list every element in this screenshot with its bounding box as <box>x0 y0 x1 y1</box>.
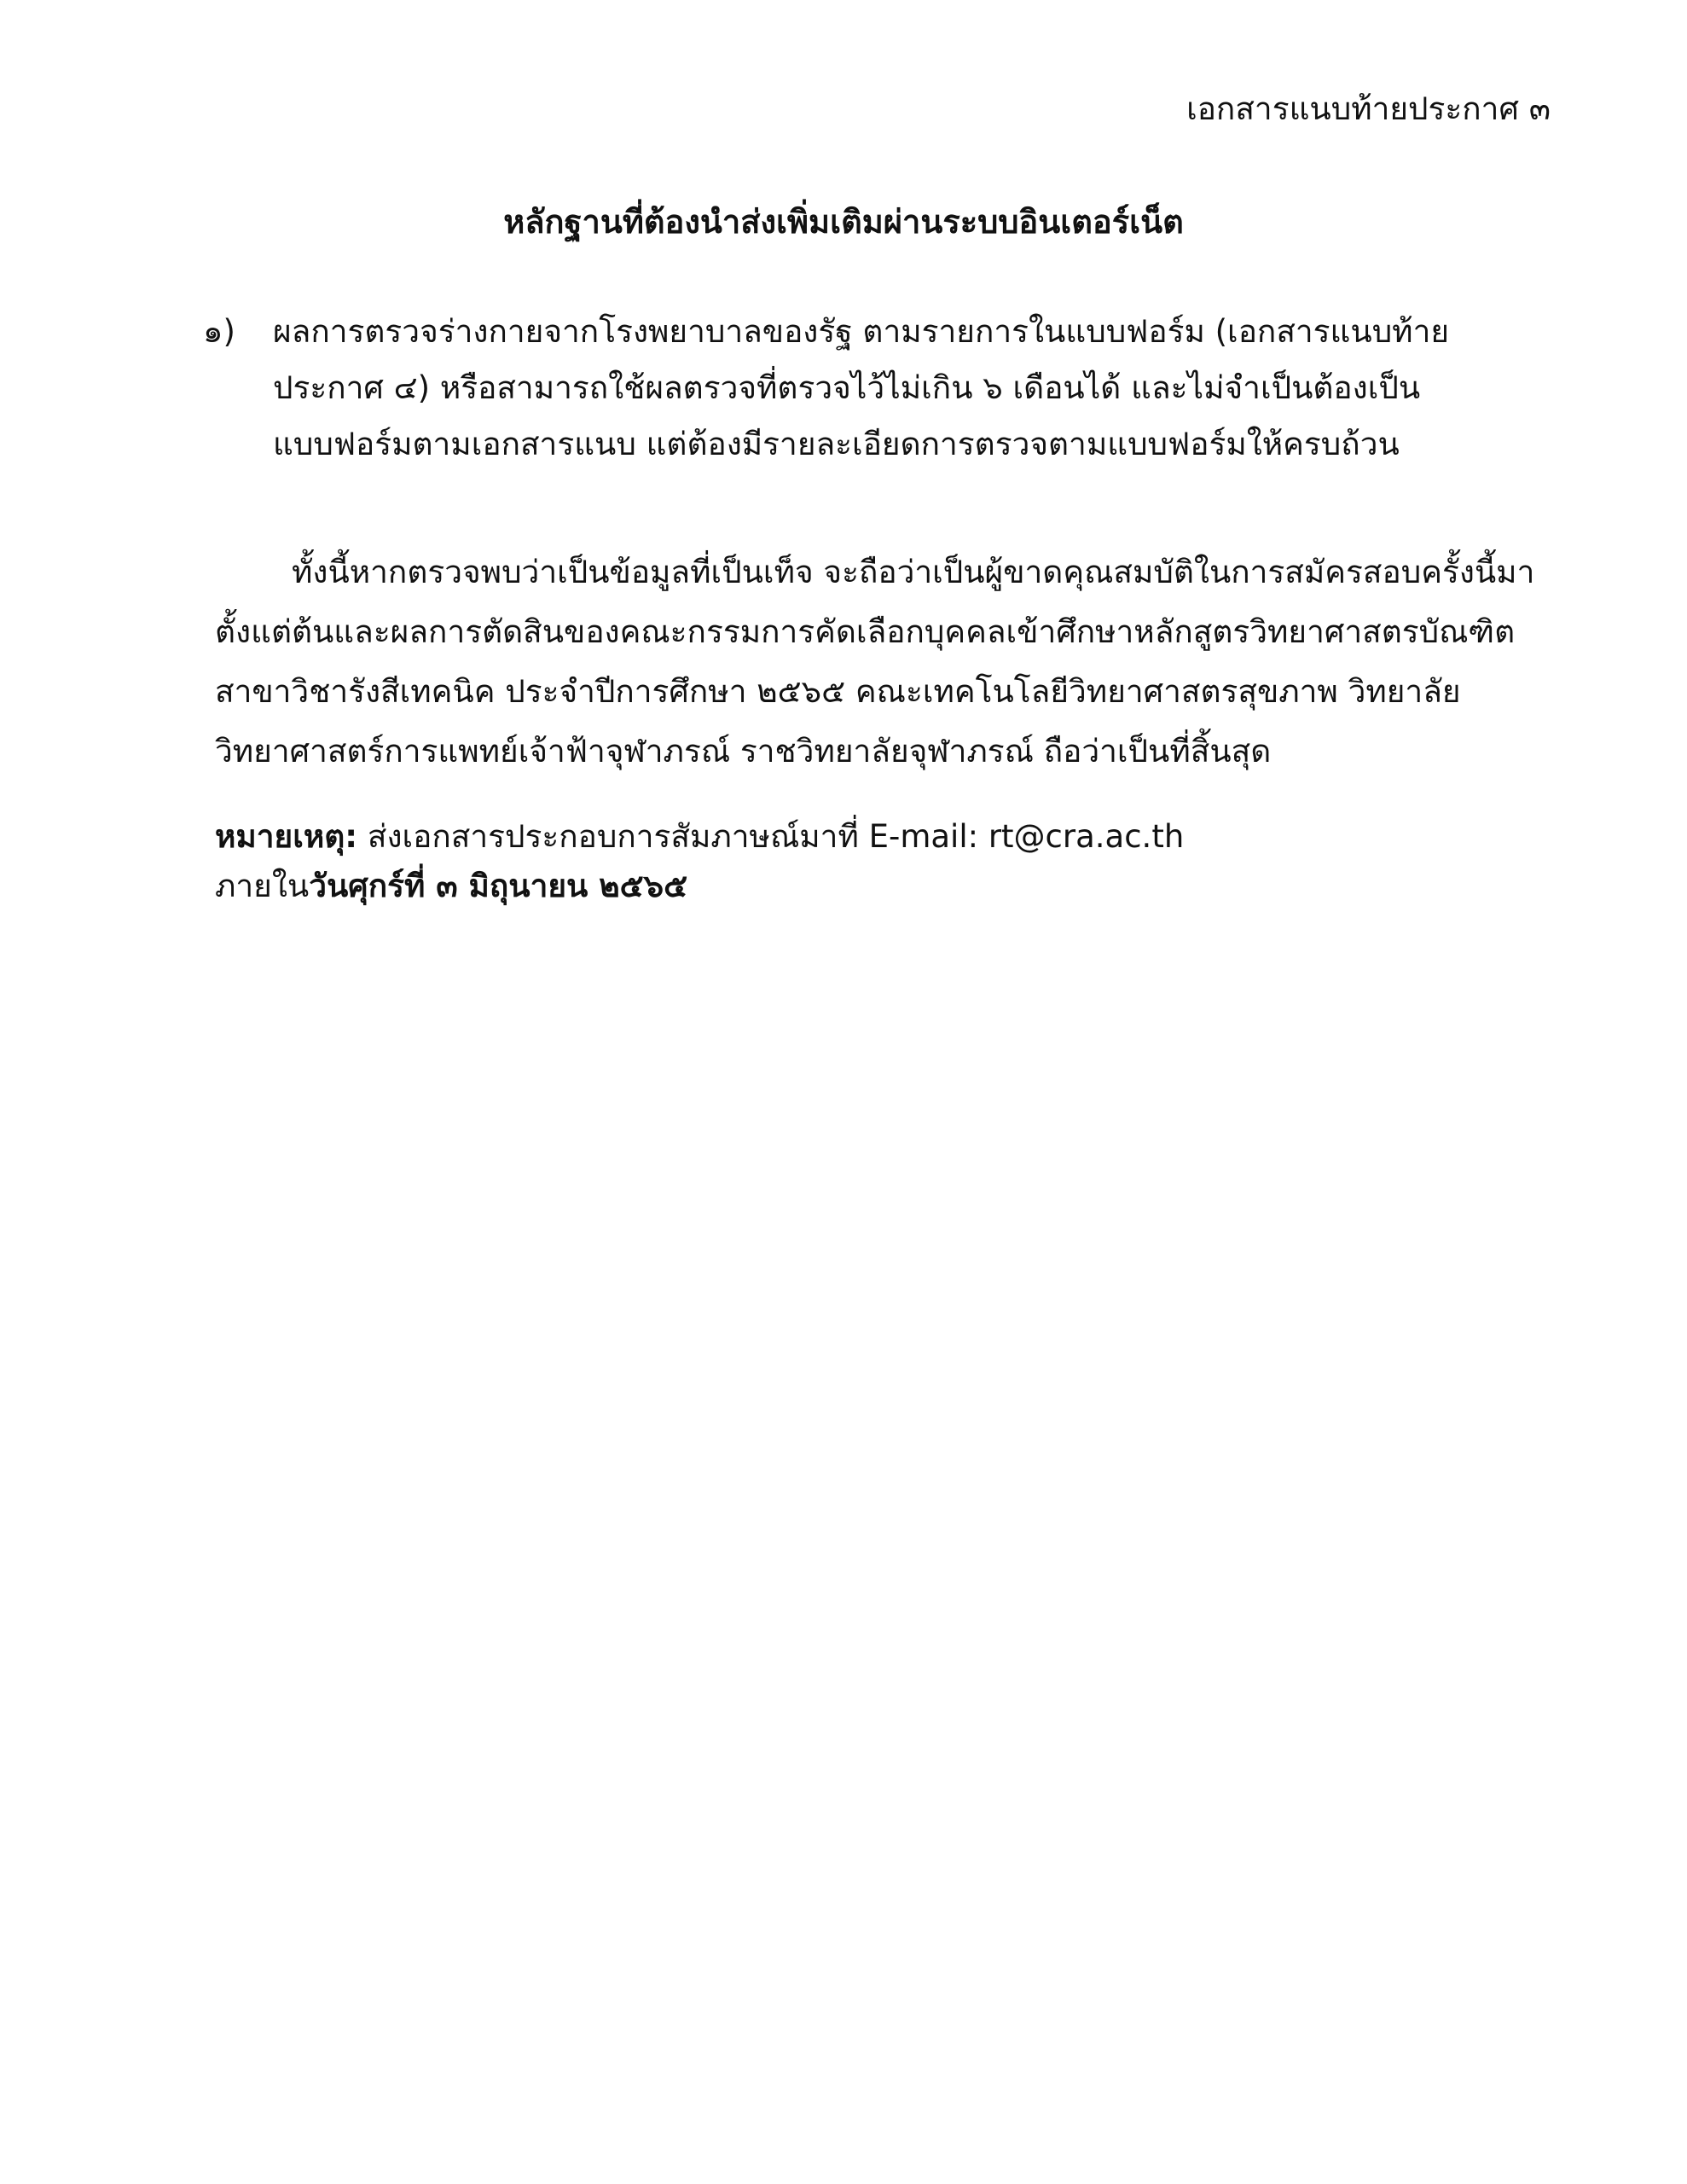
note-label: หมายเหตุ: <box>215 818 358 855</box>
requirement-line: ประกาศ ๔) หรือสามารถใช้ผลตรวจที่ตรวจไว้ไม่เกิน ๖ เดือนได้ และไม่จำเป็นต้องเป็น <box>273 369 1421 406</box>
document-title: หลักฐานที่ต้องนำส่งเพิ่มเติมผ่านระบบอินเตอร์เน็ต <box>503 203 1184 241</box>
statement-line: ทั้งนี้หากตรวจพบว่าเป็นข้อมูลที่เป็นเท็จ จะถือว่าเป็นผู้ขาดคุณสมบัติในการสมัครสอบครั้งนี้มา <box>292 554 1535 590</box>
statement-paragraph <box>215 543 1535 781</box>
statement-line: สาขาวิชารังสีเทคนิค ประจำปีการศึกษา ๒๕๖๕ คณะเทคโนโลยีวิทยาศาสตรสุขภาพ วิทยาลัย <box>215 673 1461 710</box>
deadline-date: วันศุกร์ที่ ๓ มิถุนายน ๒๕๖๕ <box>309 868 688 904</box>
note-text: ส่งเอกสารประกอบการสัมภาษณ์มาที่ E-mail: <box>357 818 988 855</box>
deadline-line <box>215 862 1511 911</box>
note-line <box>215 812 1511 862</box>
deadline-prefix: ภายใน <box>215 868 310 904</box>
requirement-text <box>273 304 1516 473</box>
requirement-item <box>203 304 1516 473</box>
attachment-reference: เอกสารแนบท้ายประกาศ ๓ <box>1186 90 1551 127</box>
requirement-line: ผลการตรวจร่างกายจากโรงพยาบาลของรัฐ ตามรายการในแบบฟอร์ม (เอกสารแนบท้าย <box>273 313 1450 350</box>
requirements-list <box>203 304 1516 473</box>
email-link[interactable]: rt@cra.ac.th <box>988 818 1185 855</box>
statement-line: ตั้งแต่ต้นและผลการตัดสินของคณะกรรมการคัดเลือกบุคคลเข้าศึกษาหลักสูตรวิทยาศาสตรบัณฑิต <box>215 613 1516 650</box>
note-section <box>215 812 1511 911</box>
requirement-line: แบบฟอร์มตามเอกสารแนบ แต่ต้องมีรายละเอียดการตรวจตามแบบฟอร์มให้ครบถ้วน <box>273 426 1400 462</box>
statement-line: วิทยาศาสตร์การแพทย์เจ้าฟ้าจุฬาภรณ์ ราชวิทยาลัยจุฬาภรณ์ ถือว่าเป็นที่สิ้นสุด <box>215 733 1272 770</box>
requirement-number: ๑) <box>203 313 235 350</box>
